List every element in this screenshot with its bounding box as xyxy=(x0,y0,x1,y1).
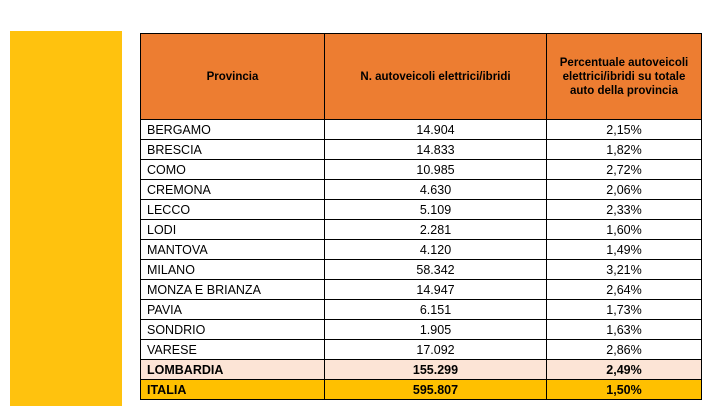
cell-numero: 595.807 xyxy=(325,380,547,400)
cell-numero: 4.120 xyxy=(325,240,547,260)
cell-percentuale: 1,63% xyxy=(547,320,702,340)
table-row xyxy=(141,340,702,360)
cell-percentuale: 2,15% xyxy=(547,120,702,140)
cell-percentuale: 3,21% xyxy=(547,260,702,280)
cell-provincia: COMO xyxy=(141,160,325,180)
cell-percentuale: 1,82% xyxy=(547,140,702,160)
cell-numero: 58.342 xyxy=(325,260,547,280)
cell-numero: 5.109 xyxy=(325,200,547,220)
cell-numero: 14.833 xyxy=(325,140,547,160)
table-row xyxy=(141,160,702,180)
cell-numero: 2.281 xyxy=(325,220,547,240)
cell-provincia: MONZA E BRIANZA xyxy=(141,280,325,300)
table-row xyxy=(141,320,702,340)
cell-percentuale: 2,06% xyxy=(547,180,702,200)
cell-provincia: MILANO xyxy=(141,260,325,280)
cell-percentuale: 2,64% xyxy=(547,280,702,300)
cell-provincia: LECCO xyxy=(141,200,325,220)
table-row xyxy=(141,200,702,220)
cell-percentuale: 2,72% xyxy=(547,160,702,180)
table-row xyxy=(141,120,702,140)
cell-percentuale: 1,60% xyxy=(547,220,702,240)
lombardia-total-row xyxy=(141,360,702,380)
table-row xyxy=(141,140,702,160)
cell-numero: 10.985 xyxy=(325,160,547,180)
cell-provincia: PAVIA xyxy=(141,300,325,320)
cell-provincia: BERGAMO xyxy=(141,120,325,140)
italia-total-row xyxy=(141,380,702,400)
cell-provincia: SONDRIO xyxy=(141,320,325,340)
cell-percentuale: 2,49% xyxy=(547,360,702,380)
table-row xyxy=(141,300,702,320)
cell-provincia: LODI xyxy=(141,220,325,240)
cell-provincia: BRESCIA xyxy=(141,140,325,160)
cell-percentuale: 1,50% xyxy=(547,380,702,400)
cell-numero: 6.151 xyxy=(325,300,547,320)
cell-numero: 17.092 xyxy=(325,340,547,360)
cell-numero: 1.905 xyxy=(325,320,547,340)
provinces-table xyxy=(140,33,702,400)
cell-numero: 14.947 xyxy=(325,280,547,300)
cell-provincia: VARESE xyxy=(141,340,325,360)
cell-provincia: MANTOVA xyxy=(141,240,325,260)
cell-provincia: ITALIA xyxy=(141,380,325,400)
cell-numero: 14.904 xyxy=(325,120,547,140)
decorative-yellow-bar xyxy=(10,31,122,406)
cell-percentuale: 2,86% xyxy=(547,340,702,360)
cell-percentuale: 1,73% xyxy=(547,300,702,320)
header-provincia: Provincia xyxy=(141,34,325,120)
cell-provincia: LOMBARDIA xyxy=(141,360,325,380)
table-row xyxy=(141,180,702,200)
table-row xyxy=(141,260,702,280)
table-row xyxy=(141,240,702,260)
cell-percentuale: 2,33% xyxy=(547,200,702,220)
table-header-row xyxy=(141,34,702,120)
table-row xyxy=(141,280,702,300)
header-percentuale: Percentuale autoveicoli elettrici/ibridi su totale auto della provincia xyxy=(547,34,702,120)
cell-percentuale: 1,49% xyxy=(547,240,702,260)
cell-numero: 155.299 xyxy=(325,360,547,380)
header-autoveicoli: N. autoveicoli elettrici/ibridi xyxy=(325,34,547,120)
cell-numero: 4.630 xyxy=(325,180,547,200)
cell-provincia: CREMONA xyxy=(141,180,325,200)
table-row xyxy=(141,220,702,240)
